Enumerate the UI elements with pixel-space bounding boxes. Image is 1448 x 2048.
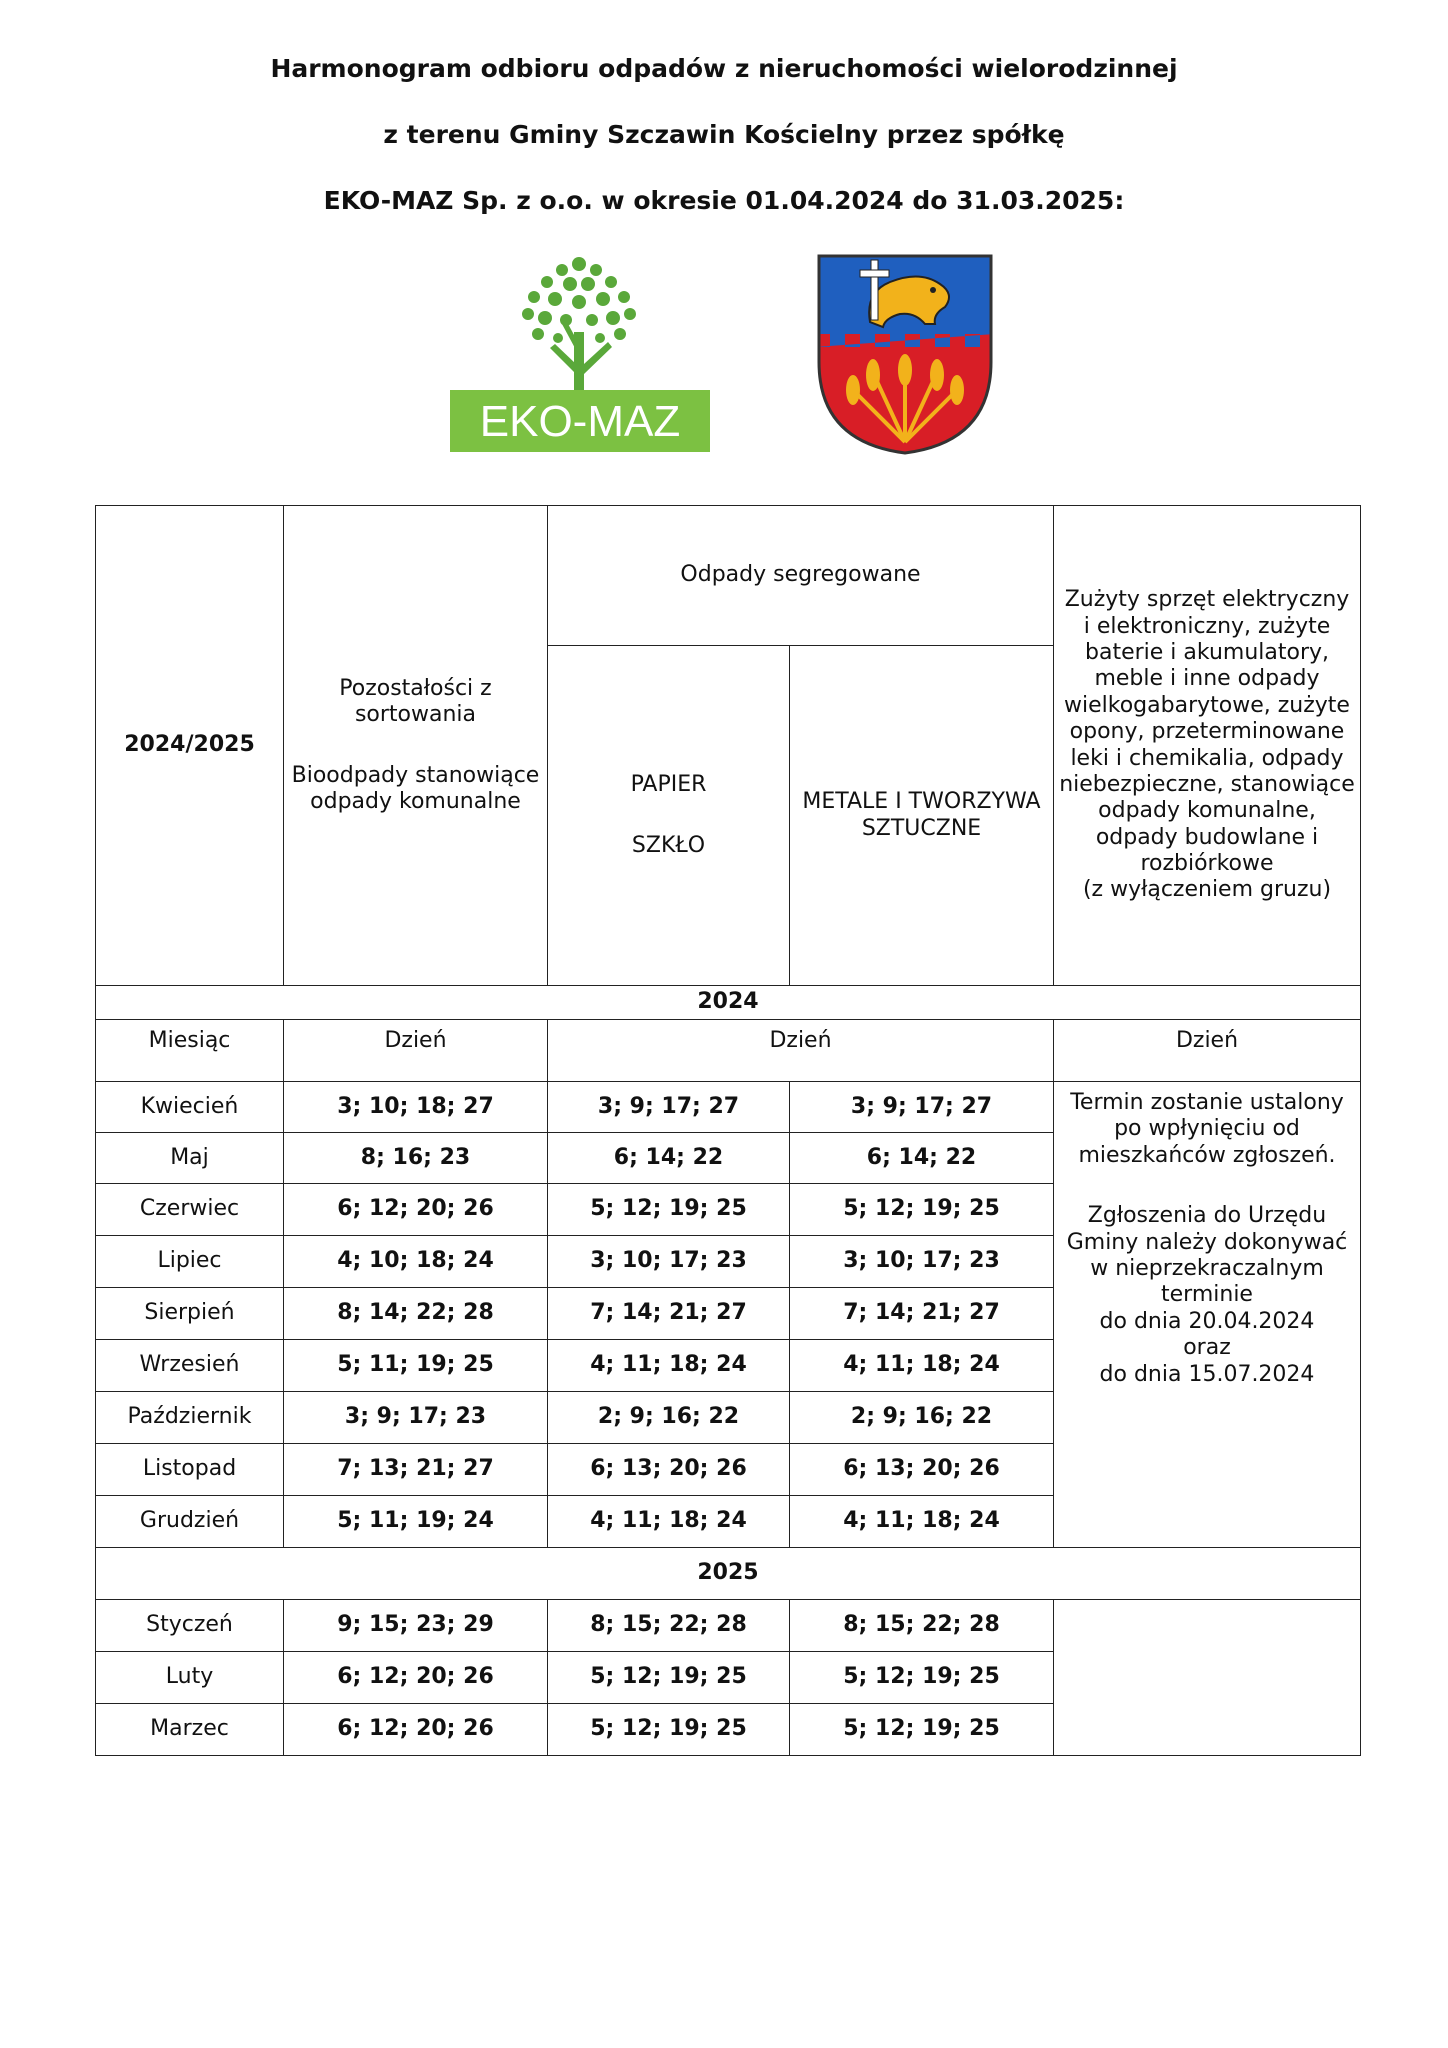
paper-glass-header bbox=[548, 646, 790, 986]
residual-days-cell: 7; 13; 21; 27 bbox=[284, 1444, 548, 1496]
paper-days-cell: 5; 12; 19; 25 bbox=[548, 1652, 790, 1704]
year-2024-divider: 2024 bbox=[96, 986, 1361, 1020]
month-cell: Kwiecień bbox=[96, 1082, 284, 1133]
paper-days-cell: 2; 9; 16; 22 bbox=[548, 1392, 790, 1444]
residual-days-cell: 4; 10; 18; 24 bbox=[284, 1236, 548, 1288]
eko-maz-logo-text: EKO-MAZ bbox=[479, 397, 681, 446]
residual-days-cell: 9; 15; 23; 29 bbox=[284, 1600, 548, 1652]
metal-days-cell: 7; 14; 21; 27 bbox=[790, 1288, 1054, 1340]
paper-days-cell: 6; 13; 20; 26 bbox=[548, 1444, 790, 1496]
metal-days-cell: 2; 9; 16; 22 bbox=[790, 1392, 1054, 1444]
paper-days-cell: 8; 15; 22; 28 bbox=[548, 1600, 790, 1652]
residual-days-cell: 6; 12; 20; 26 bbox=[284, 1704, 548, 1756]
month-cell: Wrzesień bbox=[96, 1340, 284, 1392]
residual-days-cell: 6; 12; 20; 26 bbox=[284, 1184, 548, 1236]
metal-days-cell: 8; 15; 22; 28 bbox=[790, 1600, 1054, 1652]
metal-days-cell: 4; 11; 18; 24 bbox=[790, 1496, 1054, 1548]
metal-days-cell: 5; 12; 19; 25 bbox=[790, 1184, 1054, 1236]
note-line-4: oraz bbox=[1183, 1335, 1231, 1361]
month-column-label: Miesiąc bbox=[96, 1020, 284, 1082]
day-column-label: Dzień bbox=[284, 1020, 548, 1082]
month-cell: Grudzień bbox=[96, 1496, 284, 1548]
empty-special-cell bbox=[1054, 1600, 1361, 1756]
residual-days-cell: 3; 10; 18; 27 bbox=[284, 1082, 548, 1133]
title-line-2: z terenu Gminy Szczawin Kościelny przez spółkę bbox=[383, 120, 1065, 149]
note-line-1: Termin zostanie ustalony po wpłynięciu od mieszkańców zgłoszeń. bbox=[1070, 1090, 1344, 1168]
metal-days-cell: 4; 11; 18; 24 bbox=[790, 1340, 1054, 1392]
month-cell: Luty bbox=[96, 1652, 284, 1704]
residual-days-cell: 8; 14; 22; 28 bbox=[284, 1288, 548, 1340]
month-cell: Styczeń bbox=[96, 1600, 284, 1652]
residual-days-cell: 5; 11; 19; 25 bbox=[284, 1340, 548, 1392]
month-cell: Maj bbox=[96, 1133, 284, 1184]
month-cell: Czerwiec bbox=[96, 1184, 284, 1236]
day-column-label: Dzień bbox=[548, 1020, 1054, 1082]
residual-days-cell: 3; 9; 17; 23 bbox=[284, 1392, 548, 1444]
residual-header-label: Pozostałości z sortowania bbox=[339, 675, 492, 728]
residual-bio-header bbox=[284, 506, 548, 986]
month-cell: Sierpień bbox=[96, 1288, 284, 1340]
segregated-header: Odpady segregowane bbox=[548, 506, 1054, 646]
paper-days-cell: 6; 14; 22 bbox=[548, 1133, 790, 1184]
residual-days-cell: 6; 12; 20; 26 bbox=[284, 1652, 548, 1704]
note-line-5: do dnia 15.07.2024 bbox=[1099, 1361, 1315, 1387]
title-line-3: EKO-MAZ Sp. z o.o. w okresie 01.04.2024 do 31.03.2025: bbox=[323, 186, 1125, 215]
paper-days-cell: 3; 9; 17; 27 bbox=[548, 1082, 790, 1133]
special-header-line-1: Zużyty sprzęt elektryczny bbox=[1064, 587, 1350, 613]
metal-days-cell: 3; 9; 17; 27 bbox=[790, 1082, 1054, 1133]
metal-days-cell: 3; 10; 17; 23 bbox=[790, 1236, 1054, 1288]
paper-days-cell: 4; 11; 18; 24 bbox=[548, 1340, 790, 1392]
metal-days-cell: 6; 13; 20; 26 bbox=[790, 1444, 1054, 1496]
month-cell: Październik bbox=[96, 1392, 284, 1444]
eko-maz-logo bbox=[450, 252, 710, 452]
paper-days-cell: 5; 12; 19; 25 bbox=[548, 1704, 790, 1756]
special-header-line-3: odpady budowlane i rozbiórkowe bbox=[1095, 824, 1319, 877]
day-column-label: Dzień bbox=[1054, 1020, 1361, 1082]
tree-icon bbox=[450, 252, 710, 452]
paper-header-label: PAPIER bbox=[630, 772, 707, 798]
note-line-3: do dnia 20.04.2024 bbox=[1099, 1308, 1315, 1334]
title-line-1: Harmonogram odbioru odpadów z nieruchomości wielorodzinnej bbox=[270, 54, 1178, 83]
note-line-2: Zgłoszenia do Urzędu Gminy należy dokonywać w nieprzekraczalnym terminie bbox=[1066, 1203, 1348, 1308]
year-2025-divider: 2025 bbox=[96, 1548, 1361, 1600]
metal-days-cell: 6; 14; 22 bbox=[790, 1133, 1054, 1184]
special-header-line-4: (z wyłączeniem gruzu) bbox=[1082, 877, 1332, 903]
schedule-table bbox=[95, 505, 1361, 1756]
metal-days-cell: 5; 12; 19; 25 bbox=[790, 1652, 1054, 1704]
special-waste-header bbox=[1054, 506, 1361, 986]
year-range-header: 2024/2025 bbox=[96, 506, 284, 986]
paper-days-cell: 3; 10; 17; 23 bbox=[548, 1236, 790, 1288]
special-header-line-2: i elektroniczny, zużyte baterie i akumulatory, meble i inne odpady wielkogabarytowe, zużyte opony, przeterminowane leki i chemikalia, odpady niebezpieczne, stanowiące odpady komunalne, bbox=[1059, 613, 1355, 824]
paper-days-cell: 5; 12; 19; 25 bbox=[548, 1184, 790, 1236]
glass-header-label: SZKŁO bbox=[631, 832, 706, 858]
residual-days-cell: 8; 16; 23 bbox=[284, 1133, 548, 1184]
coat-of-arms-image bbox=[815, 252, 995, 457]
special-waste-note bbox=[1054, 1082, 1361, 1548]
bio-header-label: Bioodpady stanowiące odpady komunalne bbox=[291, 762, 540, 814]
metal-days-cell: 5; 12; 19; 25 bbox=[790, 1704, 1054, 1756]
residual-days-cell: 5; 11; 19; 24 bbox=[284, 1496, 548, 1548]
paper-days-cell: 4; 11; 18; 24 bbox=[548, 1496, 790, 1548]
metal-plastic-header: METALE I TWORZYWA SZTUCZNE bbox=[790, 646, 1054, 986]
month-cell: Marzec bbox=[96, 1704, 284, 1756]
month-cell: Listopad bbox=[96, 1444, 284, 1496]
month-cell: Lipiec bbox=[96, 1236, 284, 1288]
paper-days-cell: 7; 14; 21; 27 bbox=[548, 1288, 790, 1340]
